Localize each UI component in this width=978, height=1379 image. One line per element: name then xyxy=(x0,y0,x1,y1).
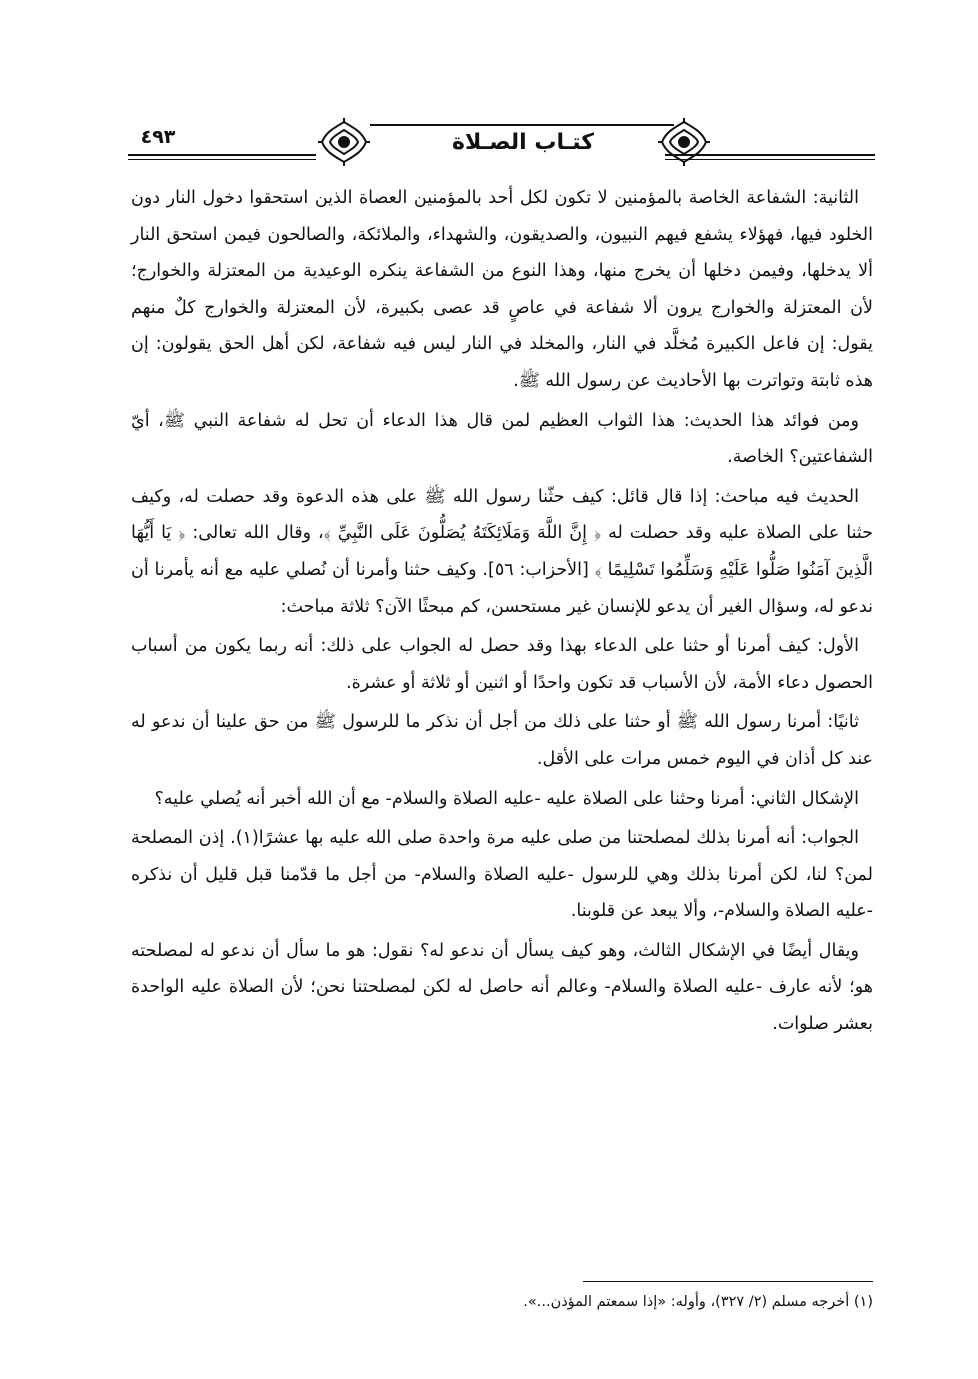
paragraph: الحديث فيه مباحث: إذا قال قائل: كيف حثّنا رسول الله ﷺ على هذه الدعوة وقد حصلت له، وكيف حثنا على الصلاة عليه وقد حصلت له ﴿ إِنَّ اللَّهَ وَمَلَائِكَتَهُ يُصَلُّونَ عَلَى النَّبِيِّ ﴾، وقال الله تعالى: ﴿ يَا أَيُّهَا الَّذِينَ آمَنُوا صَلُّوا عَلَيْهِ وَسَلِّمُوا تَسْلِيمًا ﴾ [الأحزاب: ٥٦]. وكيف حثنا وأمرنا أن نُصلي عليه مع أنه يأمرنا أن ندعو له، وسؤال الغير أن يدعو للإنسان غير مستحسن، كم مبحثًا الآن؟ ثلاثة مباحث: xyxy=(131,486,873,617)
floral-ornament-icon xyxy=(318,118,370,166)
footnote-text: (١) أخرجه مسلم (٢/ ٣٢٧)، وأوله: «إذا سمعتم المؤذن...». xyxy=(523,1294,873,1310)
paragraph: الأول: كيف أمرنا أو حثنا على الدعاء بهذا وقد حصل له الجواب على ذلك: أنه ربما يكون من أسباب الحصول دعاء الأمة، لأن الأسباب قد تكون واحدًا أو اثنين أو ثلاثة أو عشرة. xyxy=(131,636,873,693)
paragraph: الجواب: أنه أمرنا بذلك لمصلحتنا من صلى عليه مرة واحدة صلى الله عليه بها عشرًا(١). إذن المصلحة لمن؟ لنا، لكن أمرنا بذلك وهي للرسول -عليه الصلاة والسلام- من أجل ما قدّمنا قبل قليل أن نذكره -عليه الصلاة والسلام-، وألا يبعد عن قلوبنا. xyxy=(131,828,873,922)
paragraph: ثانيًا: أمرنا رسول الله ﷺ أو حثنا على ذلك من أجل أن نذكر ما للرسول ﷺ من حق علينا أن ندعو له عند كل أذان في اليوم خمس مرات على الأقل. xyxy=(131,712,873,769)
floral-ornament-icon xyxy=(658,118,710,166)
paragraph: الثانية: الشفاعة الخاصة بالمؤمنين لا تكون لكل أحد بالمؤمنين العصاة الذين استحقوا دخول النار دون الخلود فيها، فهؤلاء يشفع فيهم النبيون، والصديقون، والشهداء، والملائكة، والصالحون فيمن استحق النار ألا يدخلها، وفيمن دخلها أن يخرج منها، وهذا النوع من الشفاعة ينكره الوعيدية من المعتزلة والخوارج؛ لأن المعتزلة والخوارج يرون ألا شفاعة في عاصٍ قد عصى بكبيرة، لأن المعتزلة والخوارج كلٌ منهم يقول: إن فاعل الكبيرة مُخلَّد في النار، والمخلد في النار ليس فيه شفاعة، لكن أهل الحق يقولون: إن هذه ثابتة وتواترت بها الأحاديث عن رسول الله ﷺ. xyxy=(131,188,873,391)
footnote-rule xyxy=(583,1281,873,1282)
paragraph: ويقال أيضًا في الإشكال الثالث، وهو كيف يسأل أن ندعو له؟ نقول: هو ما سأل أن ندعو له لمصلحته هو؛ لأنه عارف -عليه الصلاة والسلام- وعالم أنه حاصل له لكن لمصلحتنا نحن؛ لأن الصلاة عليه الواحدة بعشر صلوات. xyxy=(131,940,873,1035)
page-number: ٤٩٣ xyxy=(140,126,176,148)
page-header xyxy=(128,112,875,170)
body-text xyxy=(131,180,873,1043)
paragraph: ومن فوائد هذا الحديث: هذا الثواب العظيم لمن قال هذا الدعاء أن تحل له شفاعة النبي ﷺ، أيّ الشفاعتين؟ الخاصة. xyxy=(131,410,873,468)
chapter-title: كتـاب الصـلاة xyxy=(451,130,594,155)
header-rule-left xyxy=(128,154,316,160)
footnote-area xyxy=(131,1281,873,1310)
paragraph: الإشكال الثاني: أمرنا وحثنا على الصلاة عليه -عليه الصلاة والسلام- مع أن الله أخبر أنه يُصلي عليه؟ xyxy=(154,788,859,809)
header-rule-top xyxy=(370,124,674,126)
